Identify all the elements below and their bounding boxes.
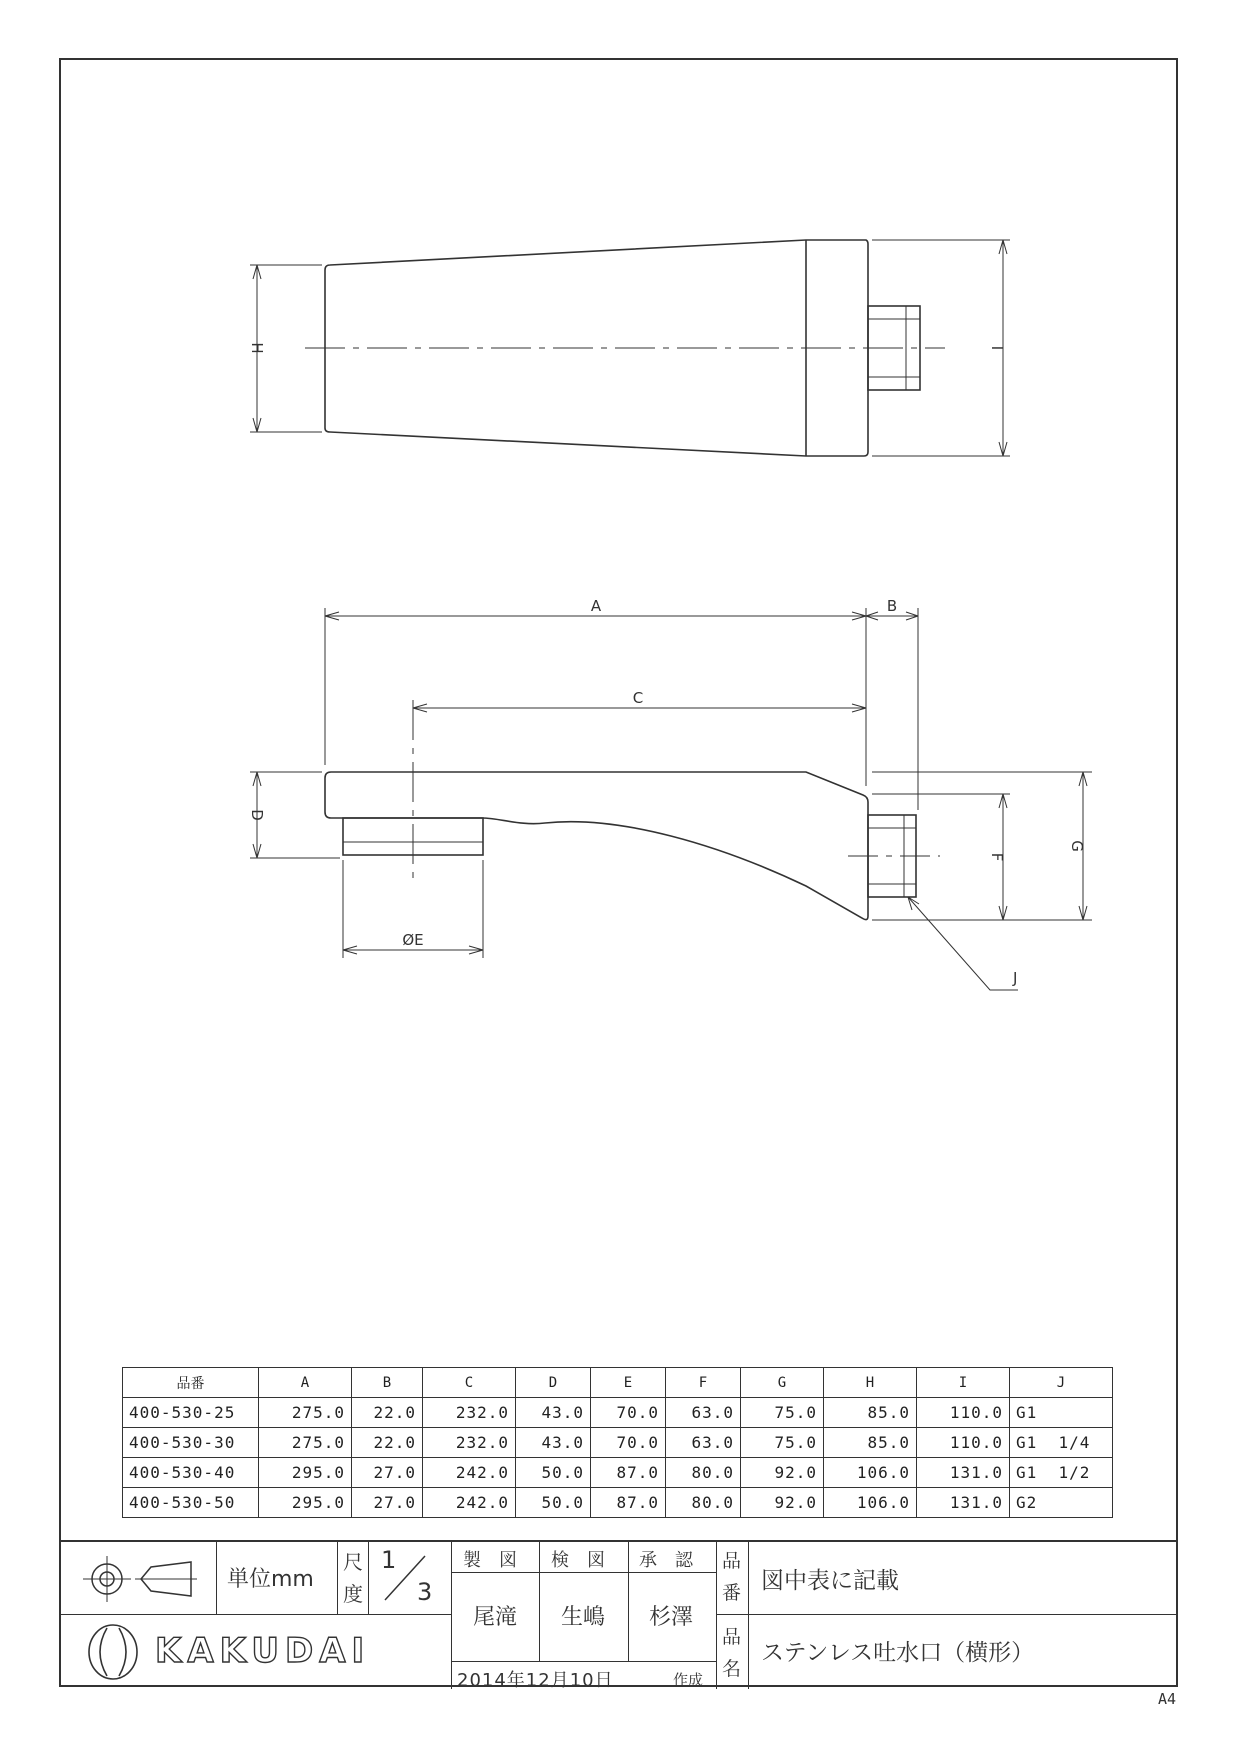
unit-label: 単位mm: [227, 1567, 314, 1592]
spec-cell-e: 70.0: [591, 1398, 666, 1428]
spec-cell-e: 70.0: [591, 1428, 666, 1458]
spec-cell-g: 75.0: [741, 1428, 824, 1458]
part-number-cell: 400-530-30: [123, 1428, 259, 1458]
checked-label: 検 図: [551, 1550, 605, 1571]
spec-cell-c: 242.0: [423, 1458, 516, 1488]
header-b: B: [352, 1368, 423, 1398]
spec-table-header-row: [123, 1368, 1113, 1398]
header-c: C: [423, 1368, 516, 1398]
spec-cell-c: 242.0: [423, 1488, 516, 1518]
spec-table-row: [123, 1398, 1113, 1428]
spec-cell-a: 275.0: [259, 1428, 352, 1458]
part-number-cell: 400-530-50: [123, 1488, 259, 1518]
part-name-value: ステンレス吐水口（横形）: [761, 1640, 1035, 1666]
spec-cell-h: 85.0: [824, 1398, 917, 1428]
scale-label-2: 度: [343, 1582, 363, 1606]
spec-cell-b: 22.0: [352, 1398, 423, 1428]
approved-label: 承 認: [639, 1550, 693, 1571]
drawn-by: 尾滝: [473, 1605, 518, 1630]
spec-cell-e: 87.0: [591, 1488, 666, 1518]
created-label: 作成: [673, 1671, 704, 1689]
spec-cell-i: 110.0: [917, 1428, 1010, 1458]
spec-cell-b: 27.0: [352, 1488, 423, 1518]
spec-cell-g: 92.0: [741, 1488, 824, 1518]
spec-cell-f: 80.0: [666, 1488, 741, 1518]
kakudai-logo-icon: [83, 1622, 143, 1682]
paper-size-label: A4: [1157, 1690, 1176, 1708]
spec-cell-c: 232.0: [423, 1398, 516, 1428]
dim-label-a: A: [590, 597, 602, 615]
spec-cell-g: 92.0: [741, 1458, 824, 1488]
spec-cell-j: G1 1/2: [1010, 1458, 1113, 1488]
spec-cell-h: 85.0: [824, 1428, 917, 1458]
spec-cell-a: 275.0: [259, 1398, 352, 1428]
spec-cell-b: 27.0: [352, 1458, 423, 1488]
spec-cell-j: G1: [1010, 1398, 1113, 1428]
header-i: I: [917, 1368, 1010, 1398]
dim-label-i: I: [988, 345, 1006, 351]
spec-cell-d: 43.0: [516, 1428, 591, 1458]
spec-cell-b: 22.0: [352, 1428, 423, 1458]
spec-cell-a: 295.0: [259, 1458, 352, 1488]
part-number-cell: 400-530-25: [123, 1398, 259, 1428]
dim-label-j: J: [1013, 969, 1018, 987]
drawn-label: 製 図: [463, 1550, 517, 1571]
company-name: KAKUDAI: [155, 1631, 371, 1671]
header-j: J: [1010, 1368, 1113, 1398]
spec-cell-j: G2: [1010, 1488, 1113, 1518]
spec-cell-i: 110.0: [917, 1398, 1010, 1428]
spec-table: [122, 1367, 1113, 1518]
spec-cell-i: 131.0: [917, 1488, 1010, 1518]
spec-cell-c: 232.0: [423, 1428, 516, 1458]
dim-label-c: C: [632, 689, 644, 707]
checked-by: 生嶋: [561, 1605, 606, 1630]
header-f: F: [666, 1368, 741, 1398]
part-name-label-2: 名: [722, 1658, 742, 1680]
title-block: [59, 1540, 1178, 1689]
spec-cell-f: 63.0: [666, 1398, 741, 1428]
part-no-value: 図中表に記載: [761, 1568, 899, 1594]
top-view: [250, 240, 1010, 456]
dim-label-b: B: [886, 597, 898, 615]
spec-cell-f: 80.0: [666, 1458, 741, 1488]
spec-cell-a: 295.0: [259, 1488, 352, 1518]
third-angle-projection-icon: [79, 1554, 199, 1604]
header-h: H: [824, 1368, 917, 1398]
header-g: G: [741, 1368, 824, 1398]
spec-cell-d: 43.0: [516, 1398, 591, 1428]
spec-cell-h: 106.0: [824, 1458, 917, 1488]
header-a: A: [259, 1368, 352, 1398]
part-no-label-2: 番: [722, 1582, 742, 1604]
header-e: E: [591, 1368, 666, 1398]
dim-label-h: H: [248, 342, 266, 354]
header-part-number: 品番: [123, 1368, 259, 1398]
spec-cell-d: 50.0: [516, 1488, 591, 1518]
scale-numerator: 1: [381, 1546, 397, 1574]
spec-table-row: [123, 1488, 1113, 1518]
scale-denominator: 3: [417, 1578, 433, 1606]
header-d: D: [516, 1368, 591, 1398]
part-name-label-1: 品: [722, 1626, 742, 1648]
spec-cell-f: 63.0: [666, 1428, 741, 1458]
scale-label-1: 尺: [343, 1550, 363, 1574]
spec-cell-g: 75.0: [741, 1398, 824, 1428]
spec-cell-j: G1 1/4: [1010, 1428, 1113, 1458]
dim-label-e: ØE: [402, 931, 424, 949]
dim-label-f: F: [988, 852, 1006, 862]
dim-label-g: G: [1068, 840, 1086, 852]
side-view: [250, 608, 1092, 990]
approved-by: 杉澤: [649, 1605, 694, 1630]
spec-cell-e: 87.0: [591, 1458, 666, 1488]
spec-cell-h: 106.0: [824, 1488, 917, 1518]
creation-date: 2014年12月10日: [457, 1670, 614, 1691]
spec-table-row: [123, 1458, 1113, 1488]
part-no-label-1: 品: [722, 1550, 742, 1572]
part-number-cell: 400-530-40: [123, 1458, 259, 1488]
spec-table-row: [123, 1428, 1113, 1458]
spec-cell-i: 131.0: [917, 1458, 1010, 1488]
spec-cell-d: 50.0: [516, 1458, 591, 1488]
dim-label-d: D: [248, 809, 266, 821]
